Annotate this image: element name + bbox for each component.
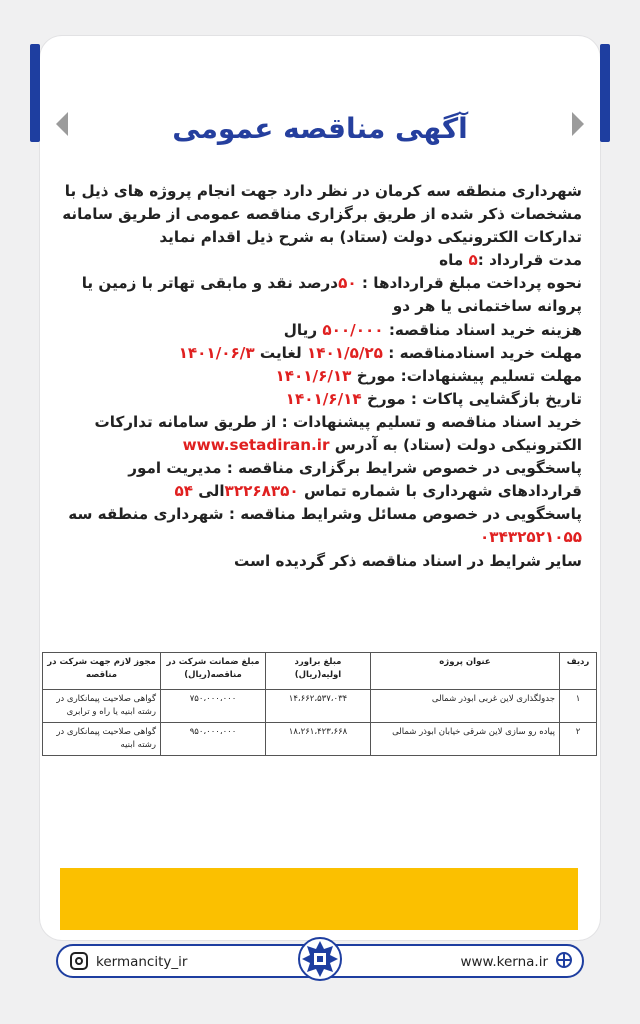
- instagram-handle[interactable]: kermancity_ir: [96, 954, 188, 970]
- project-title: جدولگذاری لاین غربی ابوذر شمالی: [371, 690, 560, 723]
- payment-line-2: پروانه ساختمانی یا هر دو: [392, 297, 582, 316]
- contact-label: قراردادهای شهرداری با شماره تماس: [298, 482, 582, 501]
- contact-ext: ۵۴: [174, 482, 193, 501]
- payment-rest: درصد نقد و مابقی تهاتر با زمین یا: [81, 274, 339, 293]
- project-title: پیاده رو سازی لاین شرقی خیابان ابوذر شمالی: [371, 723, 560, 756]
- conditions-line-1: پاسخگویی در خصوص مسائل وشرایط مناقصه : شهرداری منطقه سه: [68, 505, 582, 524]
- globe-icon: [556, 952, 572, 968]
- conditions-phone-line: [62, 526, 582, 549]
- submit-line: [62, 365, 582, 388]
- header-row-number: ردیف: [560, 653, 597, 690]
- purchase-label: الکترونیکی دولت (ستاد) به آدرس: [329, 436, 582, 455]
- opening-line: [62, 388, 582, 411]
- cost-unit: ریال: [283, 320, 323, 339]
- cost-line: [62, 319, 582, 342]
- deadline-buy-to: ۱۴۰۱/۰۶/۳: [178, 343, 255, 362]
- deadline-buy-line: [62, 342, 582, 365]
- estimate-value: ۱۴،۶۶۲،۵۳۷،۰۳۴: [266, 690, 371, 723]
- payment-label: نحوه پرداخت مبلغ قراردادها :: [356, 274, 582, 293]
- purchase-line-1: خرید اسناد مناقصه و تسلیم پیشنهادات : از طریق سامانه تدارکات: [94, 412, 582, 431]
- payment-value: ۵۰: [338, 274, 357, 293]
- setad-url-link[interactable]: www.setadiran.ir: [182, 436, 330, 455]
- yellow-banner: [60, 868, 578, 930]
- deadline-buy-label: مهلت خرید اسنادمناقصه :: [382, 343, 582, 362]
- cost-value: ۵۰۰/۰۰۰: [322, 320, 384, 339]
- duration-label: مدت قرارداد :: [477, 251, 582, 270]
- table-row: [43, 690, 597, 723]
- table-row: [43, 723, 597, 756]
- contact-line-1: پاسخگویی در خصوص شرایط برگزاری مناقصه : مدیریت امور: [128, 459, 582, 478]
- submit-value: ۱۴۰۱/۶/۱۳: [275, 366, 352, 385]
- guarantee-value: ۷۵۰،۰۰۰،۰۰۰: [161, 690, 266, 723]
- submit-label: مهلت تسلیم پیشنهادات: مورخ: [351, 366, 582, 385]
- license-value: گواهی صلاحیت پیمانکاری در رشته ابنیه یا راه و ترابری: [43, 690, 161, 723]
- header-license: مجوز لازم جهت شرکت در مناقصه: [43, 653, 161, 690]
- projects-table: [42, 652, 597, 756]
- row-number: ۱: [560, 690, 597, 723]
- table-header-row: [43, 653, 597, 690]
- purchase-line-2: [62, 434, 582, 457]
- conditions-phone: ۰۳۴۳۲۵۲۱۰۵۵: [480, 528, 582, 547]
- website-link[interactable]: www.kerna.ir: [460, 954, 548, 970]
- intro-line-1: شهرداری منطقه سه کرمان در نظر دارد جهت انجام پروژه های ذیل با: [64, 182, 582, 200]
- other-conditions-line: سایر شرایط در اسناد مناقصه ذکر گردیده است: [234, 551, 582, 570]
- instagram-icon: [70, 952, 88, 970]
- guarantee-value: ۹۵۰،۰۰۰،۰۰۰: [161, 723, 266, 756]
- duration-line: [62, 249, 582, 272]
- notice-title: آگهی مناقصه عمومی: [172, 112, 468, 145]
- estimate-value: ۱۸،۲۶۱،۴۲۳،۶۶۸: [266, 723, 371, 756]
- municipality-emblem-icon: [298, 937, 342, 981]
- cost-label: هزینه خرید اسناد مناقصه:: [383, 320, 582, 339]
- header-guarantee: مبلغ ضمانت شرکت در مناقصه(ریال): [161, 653, 266, 690]
- intro-line-2: مشخصات ذکر شده از طریق برگزاری مناقصه عمومی از طریق سامانه: [62, 205, 582, 224]
- license-value: گواهی صلاحیت پیمانکاری در رشته ابنیه: [43, 723, 161, 756]
- header-project-title: عنوان پروژه: [371, 653, 560, 690]
- deadline-buy-mid: لغایت: [254, 343, 307, 362]
- contact-line-2: [62, 480, 582, 503]
- duration-unit: ماه: [439, 251, 469, 270]
- contact-phone: ۳۲۲۶۸۳۵۰: [224, 482, 299, 501]
- notice-body: [62, 180, 582, 573]
- payment-line: [62, 272, 582, 295]
- row-number: ۲: [560, 723, 597, 756]
- opening-value: ۱۴۰۱/۶/۱۴: [285, 389, 362, 408]
- intro-line-3: تدارکات الکترونیکی دولت (ستاد) به شرح ذیل اقدام نماید: [159, 228, 582, 247]
- opening-label: تاریخ بازگشایی پاکات : مورخ: [361, 389, 582, 408]
- deadline-buy-from: ۱۴۰۱/۵/۲۵: [306, 343, 383, 362]
- header-estimate: مبلغ براورد اولیه(ریال): [266, 653, 371, 690]
- duration-value: ۵: [468, 251, 478, 270]
- contact-mid: الی: [192, 482, 225, 501]
